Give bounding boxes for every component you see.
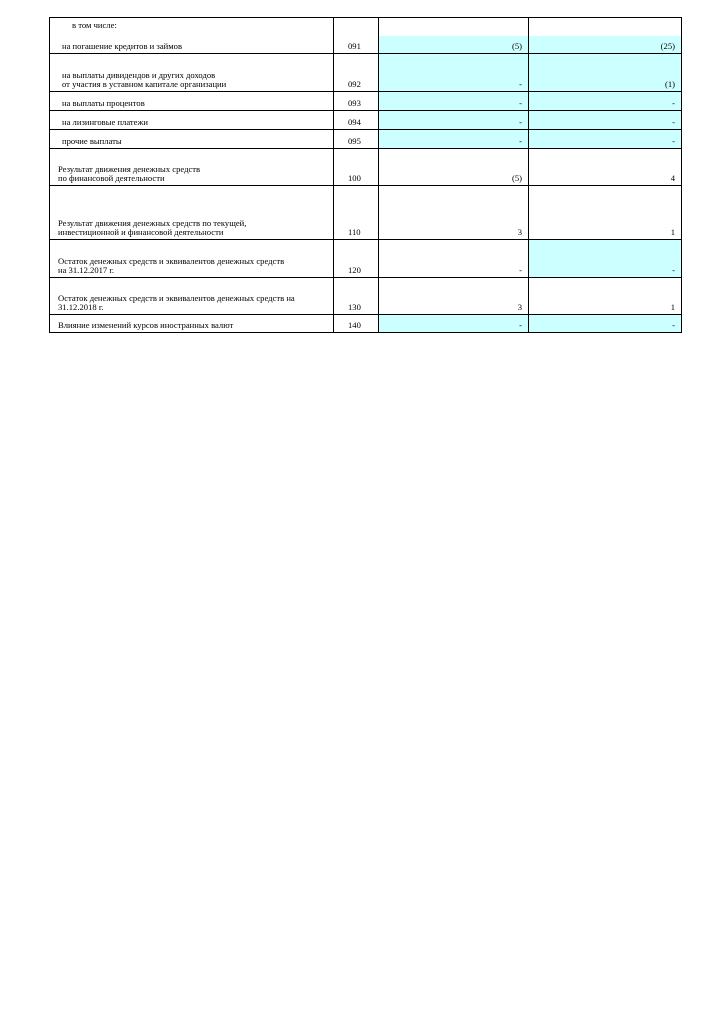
row-code: 140 xyxy=(348,320,361,331)
table-row xyxy=(50,240,682,278)
row-code: 110 xyxy=(348,227,361,238)
table-row xyxy=(50,111,682,130)
row-label-line: Остаток денежных средств и эквивалентов денежных средств на xyxy=(58,292,295,303)
value-2018: - xyxy=(519,320,522,331)
value-2018: (5) xyxy=(511,41,522,52)
table-row xyxy=(50,186,682,240)
table-row xyxy=(50,130,682,149)
value-cell-empty xyxy=(379,18,529,36)
row-code: 095 xyxy=(348,136,361,147)
value-2017: 1 xyxy=(670,302,675,313)
table-row xyxy=(50,54,682,92)
value-2018: - xyxy=(519,265,522,276)
row-code: 092 xyxy=(348,79,361,90)
code-cell-empty xyxy=(334,18,379,36)
value-2017: 1 xyxy=(670,227,675,238)
row-code: 094 xyxy=(348,117,361,128)
table-row xyxy=(50,149,682,186)
value-2018: - xyxy=(519,79,522,90)
row-code: 093 xyxy=(348,98,361,109)
row-label-line: инвестиционной и финансовой деятельности xyxy=(58,227,224,238)
value-2018: (5) xyxy=(511,173,522,184)
value-2018: - xyxy=(519,98,522,109)
table-row xyxy=(50,278,682,315)
row-code: 120 xyxy=(348,265,361,276)
row-label-line: Остаток денежных средств и эквивалентов денежных средств xyxy=(58,255,285,266)
table-row-subheader xyxy=(50,18,682,36)
table-row xyxy=(50,92,682,111)
value-2018: - xyxy=(519,117,522,128)
value-2017: - xyxy=(672,117,675,128)
row-label-line: по финансовой деятельности xyxy=(58,173,165,184)
row-label-line: 31.12.2018 г. xyxy=(58,302,104,313)
row-label: Влияние изменений курсов иностранных валют xyxy=(58,320,234,331)
value-2017: - xyxy=(672,320,675,331)
row-label: на лизинговые платежи xyxy=(62,117,149,128)
row-label: прочие выплаты xyxy=(62,136,122,147)
value-2017: - xyxy=(672,265,675,276)
row-label-line: Результат движения денежных средств xyxy=(58,163,201,174)
value-2017: - xyxy=(672,98,675,109)
value-2017: (25) xyxy=(660,41,675,52)
table-row xyxy=(50,36,682,54)
value-2018: - xyxy=(519,136,522,147)
row-code: 091 xyxy=(348,41,361,52)
cash-flow-table xyxy=(49,17,682,333)
row-label-line: от участия в уставном капитале организации xyxy=(62,79,227,90)
subheader-label: в том числе: xyxy=(72,20,117,31)
value-2018: 3 xyxy=(517,302,522,313)
row-label: на выплаты процентов xyxy=(62,98,145,109)
value-cell-empty xyxy=(529,18,682,36)
row-label-line: Результат движения денежных средств по текущей, xyxy=(58,217,247,228)
row-label: на погашение кредитов и займов xyxy=(62,41,183,52)
value-2018: 3 xyxy=(517,227,522,238)
row-label-line: на 31.12.2017 г. xyxy=(58,265,115,276)
table-row xyxy=(50,315,682,333)
value-2017: - xyxy=(672,136,675,147)
row-label-line: на выплаты дивидендов и других доходов xyxy=(62,69,216,80)
row-code: 100 xyxy=(348,173,361,184)
value-2017: 4 xyxy=(670,173,675,184)
value-2017: (1) xyxy=(664,79,675,90)
row-code: 130 xyxy=(348,302,361,313)
